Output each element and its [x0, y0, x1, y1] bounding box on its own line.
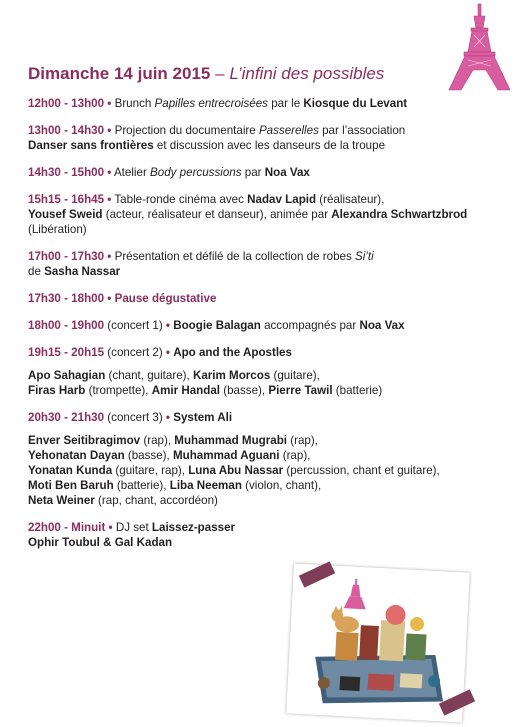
entry-text: DJ set [112, 521, 152, 534]
musician-name: Yonatan Kunda [28, 464, 113, 477]
entry-title: Si’ti [354, 250, 374, 263]
program-entry-defile [28, 249, 498, 279]
entry-text: (acteur, réalisateur et danseur), animée par [102, 208, 332, 221]
entry-text: Projection du documentaire [111, 124, 259, 137]
entry-time: 17h30 - 18h00 [28, 292, 105, 305]
entry-name: Yousef Sweid [28, 208, 103, 221]
musician-role: (basse), [124, 449, 173, 462]
program-entry-dj-set [28, 520, 498, 550]
entry-text: par le [267, 97, 304, 110]
entry-name: Boogie Balagan [173, 319, 261, 332]
lineup-apo [28, 368, 498, 398]
entry-time: 20h30 - 21h30 [28, 411, 105, 424]
program-entry-concert-2 [28, 345, 498, 360]
entry-text: (concert 1) [104, 319, 166, 332]
entry-text: Brunch [111, 97, 155, 110]
title-dash: – [215, 64, 225, 83]
entry-text: accompagnés par [260, 319, 360, 332]
musician-name: Karim Morcos [192, 369, 271, 382]
musician-name: Yehonatan Dayan [28, 449, 125, 462]
entry-text: par l’association [318, 124, 406, 137]
musician-name: Amir Handal [151, 384, 221, 397]
event-subtitle: L’infini des possibles [229, 64, 385, 83]
entry-name: Alexandra Schwartzbrod [331, 208, 468, 221]
entry-text: Atelier [111, 166, 151, 179]
musician-name: Muhammad Mugrabi [174, 434, 288, 447]
musician-name: Enver Seitibragimov [28, 434, 141, 447]
entry-name: Danser sans frontières [28, 139, 154, 152]
musician-role: (trompette), [85, 384, 152, 397]
program-entry-pause [28, 291, 498, 306]
date-heading: Dimanche 14 juin 2015 [28, 64, 211, 83]
musician-name: Firas Harb [28, 384, 86, 397]
musician-role: (rap), [140, 434, 175, 447]
musician-role: (rap), [287, 434, 318, 447]
musician-role: (guitare, rap), [112, 464, 189, 477]
bullet: • [107, 97, 112, 110]
entry-name: System Ali [173, 411, 233, 424]
program-list [28, 96, 498, 562]
bullet: • [107, 166, 112, 179]
entry-highlight: Pause dégustative [114, 292, 217, 305]
entry-name: Nadav Lapid [247, 193, 317, 206]
musician-role: (violon, chant), [241, 479, 322, 492]
entry-name: Kiosque du Levant [303, 97, 408, 110]
musician-role: (batterie), [113, 479, 170, 492]
program-entry-concert-1 [28, 318, 498, 333]
entry-text: (concert 2) [104, 346, 166, 359]
program-entry-concert-3 [28, 410, 498, 425]
program-entry-brunch [28, 96, 498, 111]
entry-time: 17h00 - 17h30 [28, 250, 105, 263]
photo-card [286, 563, 470, 722]
entry-time: 15h15 - 16h45 [28, 193, 105, 206]
entry-title: Body percussions [150, 166, 242, 179]
bullet: • [165, 319, 170, 332]
entry-title: Papilles entrecroisées [154, 97, 268, 110]
lineup-system-ali [28, 433, 498, 508]
musician-role: (rap), [279, 449, 311, 462]
entry-text: et discussion avec les danseurs de la troupe [153, 139, 386, 152]
bullet: • [165, 411, 170, 424]
entry-time: 18h00 - 19h00 [28, 319, 105, 332]
program-entry-projection [28, 123, 498, 153]
musician-name: Neta Weiner [28, 494, 95, 507]
entry-text: (réalisateur), [316, 193, 385, 206]
bullet: • [107, 250, 112, 263]
entry-name: Ophir Toubul & Gal Kadan [28, 536, 173, 549]
entry-text: (Libération) [28, 223, 87, 236]
entry-text: de [28, 265, 45, 278]
entry-time: 22h00 - Minuit [28, 521, 106, 534]
musician-name: Liba Neeman [169, 479, 242, 492]
entry-name: Noa Vax [264, 166, 310, 179]
program-entry-table-ronde [28, 192, 498, 237]
suitcase-collage-image [293, 570, 464, 716]
bullet: • [108, 521, 113, 534]
entry-time: 14h30 - 15h00 [28, 166, 105, 179]
entry-time: 13h00 - 14h30 [28, 124, 105, 137]
musician-name: Muhammad Aguani [172, 449, 280, 462]
entry-name: Laissez-passer [151, 521, 236, 534]
bullet: • [107, 193, 112, 206]
entry-name: Apo and the Apostles [173, 346, 292, 359]
musician-name: Moti Ben Baruh [28, 479, 114, 492]
entry-text: Présentation et défilé de la collection de robes [111, 250, 355, 263]
entry-name: Noa Vax [359, 319, 405, 332]
musician-name: Luna Abu Nassar [188, 464, 284, 477]
musician-role: (chant, guitare), [105, 369, 193, 382]
musician-role: (percussion, chant et guitare), [283, 464, 440, 477]
bullet: • [107, 292, 112, 305]
musician-role: (rap, chant, accordéon) [94, 494, 218, 507]
program-entry-atelier [28, 165, 498, 180]
entry-time: 19h15 - 20h15 [28, 346, 105, 359]
entry-text: par [241, 166, 265, 179]
bullet: • [165, 346, 170, 359]
page-title [28, 64, 468, 84]
bullet: • [107, 124, 112, 137]
entry-title: Passerelles [258, 124, 319, 137]
entry-time: 12h00 - 13h00 [28, 97, 105, 110]
entry-name: Sasha Nassar [44, 265, 121, 278]
musician-role: (guitare), [270, 369, 320, 382]
musician-role: (batterie) [332, 384, 383, 397]
musician-name: Pierre Tawil [268, 384, 333, 397]
musician-name: Apo Sahagian [28, 369, 106, 382]
entry-text: Table-ronde cinéma avec [111, 193, 248, 206]
musician-role: (basse), [220, 384, 269, 397]
entry-text: (concert 3) [104, 411, 166, 424]
